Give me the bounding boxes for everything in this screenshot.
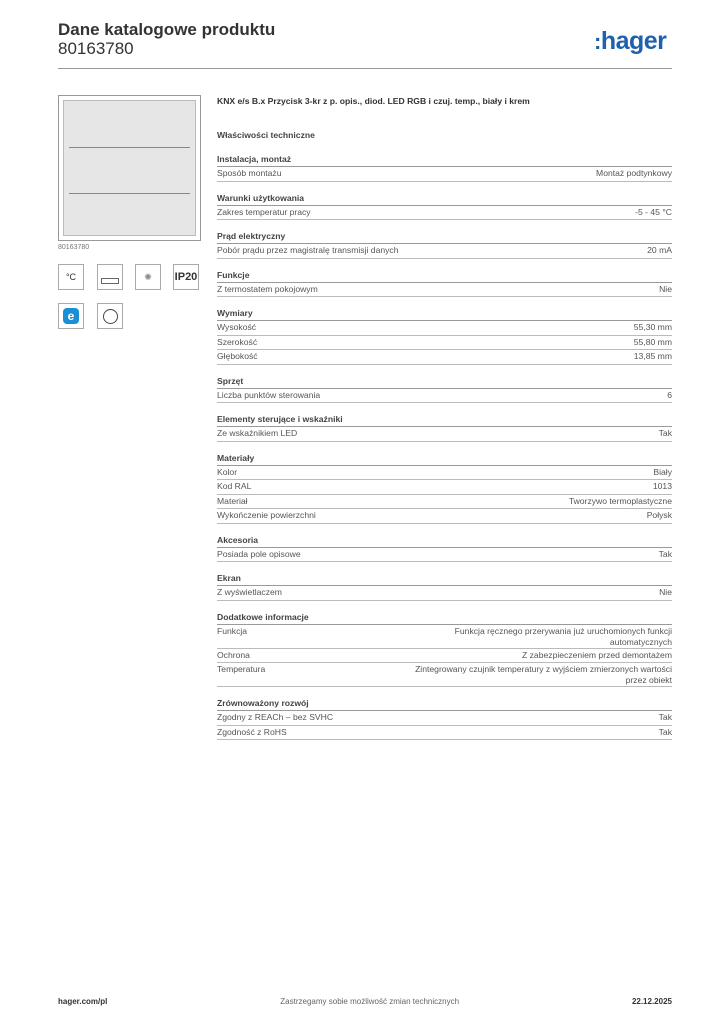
spec-value: Połysk (646, 510, 672, 520)
spec-row (217, 350, 672, 365)
spec-row (217, 663, 672, 687)
spec-value: 20 mA (647, 245, 672, 255)
spec-section (217, 229, 672, 259)
section-heading: Zrównoważony rozwój (217, 696, 672, 711)
spec-label: Wysokość (217, 322, 257, 332)
spec-label: Wykończenie powierzchni (217, 510, 316, 520)
temperature-icon: °C (58, 264, 84, 290)
spec-value: Nie (659, 587, 672, 597)
spec-section (217, 571, 672, 601)
hager-logo: :hager (594, 27, 667, 55)
spec-value: 13,85 mm (633, 351, 672, 361)
spec-label: Ochrona (217, 649, 250, 660)
section-heading: Wymiary (217, 306, 672, 321)
spec-label: Sposób montażu (217, 168, 282, 178)
spec-value: Tak (658, 726, 672, 737)
spec-value: Montaż podtynkowy (596, 168, 672, 178)
product-image (58, 95, 201, 241)
led-icon: ✺ (135, 264, 161, 290)
spec-value: Zintegrowany czujnik temperatury z wyjściem zmierzonych wartości przez obiekt (415, 664, 672, 685)
spec-label: Ze wskaźnikiem LED (217, 428, 298, 438)
spec-row (217, 336, 672, 351)
spec-row (217, 495, 672, 510)
spec-label: Posiada pole opisowe (217, 548, 301, 559)
spec-label: Materiał (217, 495, 248, 506)
technical-properties-heading: Właściwości techniczne (217, 130, 315, 140)
spec-label: Z wyświetlaczem (217, 587, 282, 597)
spec-row (217, 625, 672, 649)
spec-label: Temperatura (217, 664, 266, 674)
spec-value: Tworzywo termoplastyczne (568, 495, 672, 506)
spec-value: 55,30 mm (633, 322, 672, 332)
knx-loop-icon (97, 303, 123, 329)
spec-section (217, 451, 672, 524)
spec-value: -5 - 45 °C (635, 206, 672, 217)
spec-section (217, 306, 672, 365)
spec-section (217, 152, 672, 182)
section-heading: Instalacja, montaż (217, 152, 672, 167)
spec-row (217, 711, 672, 726)
spec-value: Tak (658, 712, 672, 722)
spec-row (217, 244, 672, 259)
spec-value: Z zabezpieczeniem przed demontażem (522, 649, 672, 660)
spec-row (217, 167, 672, 182)
ip-rating-icon: IP20 (173, 264, 199, 290)
footer-disclaimer: Zastrzegamy sobie możliwość zmian technicznych (280, 997, 460, 1006)
display-icon (97, 264, 123, 290)
spec-label: Z termostatem pokojowym (217, 283, 318, 294)
spec-value: Tak (658, 428, 672, 438)
footer-website-link[interactable]: hager.com/pl (58, 997, 108, 1006)
section-heading: Ekran (217, 571, 672, 586)
image-caption: 80163780 (58, 244, 90, 251)
spec-section (217, 268, 672, 298)
spec-value: Biały (653, 466, 672, 477)
spec-value: Tak (658, 548, 672, 559)
spec-row (217, 389, 672, 404)
product-title: KNX e/s B.x Przycisk 3-kr z p. opis., diod. LED RGB i czuj. temp., biały i krem (217, 96, 530, 106)
footer (58, 997, 672, 1006)
page-title: Dane katalogowe produktu (58, 20, 276, 39)
spec-row (217, 283, 672, 298)
spec-label: Liczba punktów sterowania (217, 389, 321, 400)
spec-value: Funkcja ręcznego przerywania już uruchomionych funkcji automatycznych (454, 625, 672, 647)
spec-section (217, 191, 672, 221)
spec-row (217, 649, 672, 664)
spec-section (217, 610, 672, 688)
product-details (217, 96, 672, 749)
e-app-icon: e (58, 303, 84, 329)
spec-label: Szerokość (217, 336, 258, 347)
spec-section (217, 374, 672, 404)
spec-row (217, 480, 672, 495)
section-heading: Warunki użytkowania (217, 191, 672, 206)
spec-label: Kod RAL (217, 481, 252, 491)
spec-section (217, 412, 672, 442)
section-heading: Materiały (217, 451, 672, 466)
spec-section (217, 696, 672, 740)
section-heading: Prąd elektryczny (217, 229, 672, 244)
spec-row (217, 427, 672, 442)
footer-date: 22.12.2025 (631, 997, 672, 1006)
spec-value: 1013 (652, 481, 672, 491)
spec-label: Zgodny z REACh – bez SVHC (217, 712, 334, 722)
section-heading: Sprzęt (217, 374, 672, 389)
section-heading: Elementy sterujące i wskaźniki (217, 412, 672, 427)
section-heading: Funkcje (217, 268, 672, 283)
section-heading: Dodatkowe informacje (217, 610, 672, 625)
section-heading: Akcesoria (217, 533, 672, 548)
spec-row (217, 586, 672, 601)
spec-row (217, 321, 672, 336)
spec-label: Funkcja (217, 625, 248, 636)
spec-label: Pobór prądu przez magistralę transmisji danych (217, 245, 399, 255)
spec-label: Głębokość (217, 351, 258, 361)
product-number: 80163780 (58, 39, 134, 58)
spec-row (217, 726, 672, 741)
spec-label: Zgodność z RoHS (217, 726, 287, 737)
header-divider (58, 68, 672, 69)
spec-label: Kolor (217, 466, 238, 477)
spec-row (217, 466, 672, 481)
spec-section (217, 533, 672, 563)
spec-row (217, 206, 672, 221)
spec-value: 6 (667, 389, 672, 400)
spec-row (217, 548, 672, 563)
spec-value: Nie (659, 283, 672, 294)
spec-row (217, 509, 672, 524)
spec-value: 55,80 mm (633, 336, 672, 347)
spec-label: Zakres temperatur pracy (217, 206, 311, 217)
